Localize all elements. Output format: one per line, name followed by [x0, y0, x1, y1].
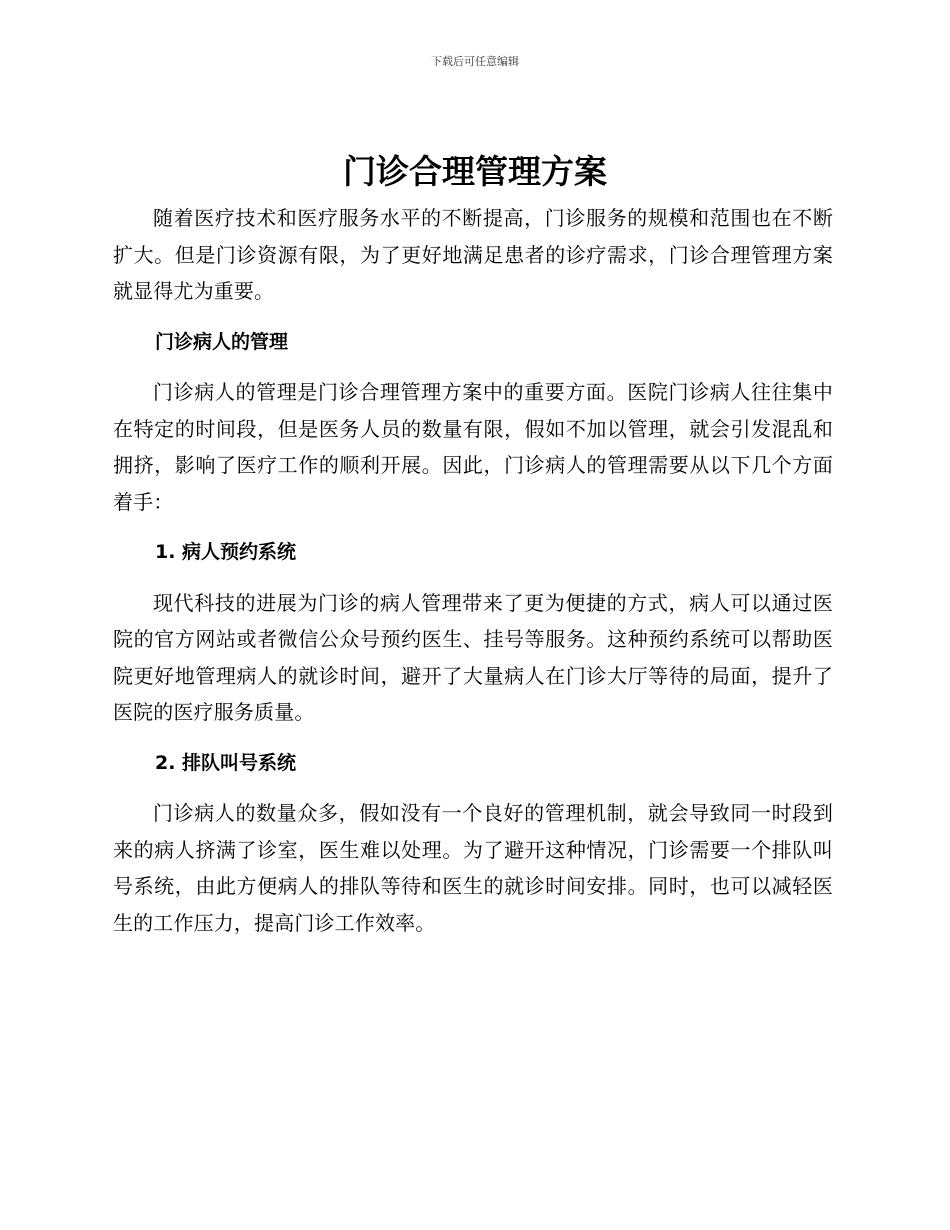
page-header-note: 下载后可任意编辑: [431, 55, 519, 68]
subsection-heading-appointment-system: 1. 病人预约系统: [155, 541, 297, 563]
document-body: [113, 200, 833, 941]
intro-paragraph: 随着医疗技术和医疗服务水平的不断提高，门诊服务的规模和范围也在不断扩大。但是门诊资源有限，为了更好地满足患者的诊疗需求，门诊合理管理方案就显得尤为重要。: [113, 206, 833, 303]
subsection-paragraph-appointment-system: 现代科技的进展为门诊的病人管理带来了更为便捷的方式，病人可以通过医院的官方网站或者微信公众号预约医生、挂号等服务。这种预约系统可以帮助医院更好地管理病人的就诊时间，避开了大量病人在门诊大厅等待的局面，提升了医院的医疗服务质量。: [113, 590, 833, 724]
section-paragraph-patient-management: 门诊病人的管理是门诊合理管理方案中的重要方面。医院门诊病人往往集中在特定的时间段，但是医务人员的数量有限，假如不加以管理，就会引发混乱和拥挤，影响了医疗工作的顺利开展。因此，门诊病人的管理需要从以下几个方面着手：: [113, 380, 833, 514]
document-title: 门诊合理管理方案: [343, 152, 607, 191]
section-heading-patient-management: 门诊病人的管理: [155, 330, 289, 353]
subsection-paragraph-queue-system: 门诊病人的数量众多，假如没有一个良好的管理机制，就会导致同一时段到来的病人挤满了诊室，医生难以处理。为了避开这种情况，门诊需要一个排队叫号系统，由此方便病人的排队等待和医生的就诊时间安排。同时，也可以减轻医生的工作压力，提高门诊工作效率。: [113, 801, 833, 935]
subsection-heading-queue-system: 2. 排队叫号系统: [155, 751, 297, 774]
